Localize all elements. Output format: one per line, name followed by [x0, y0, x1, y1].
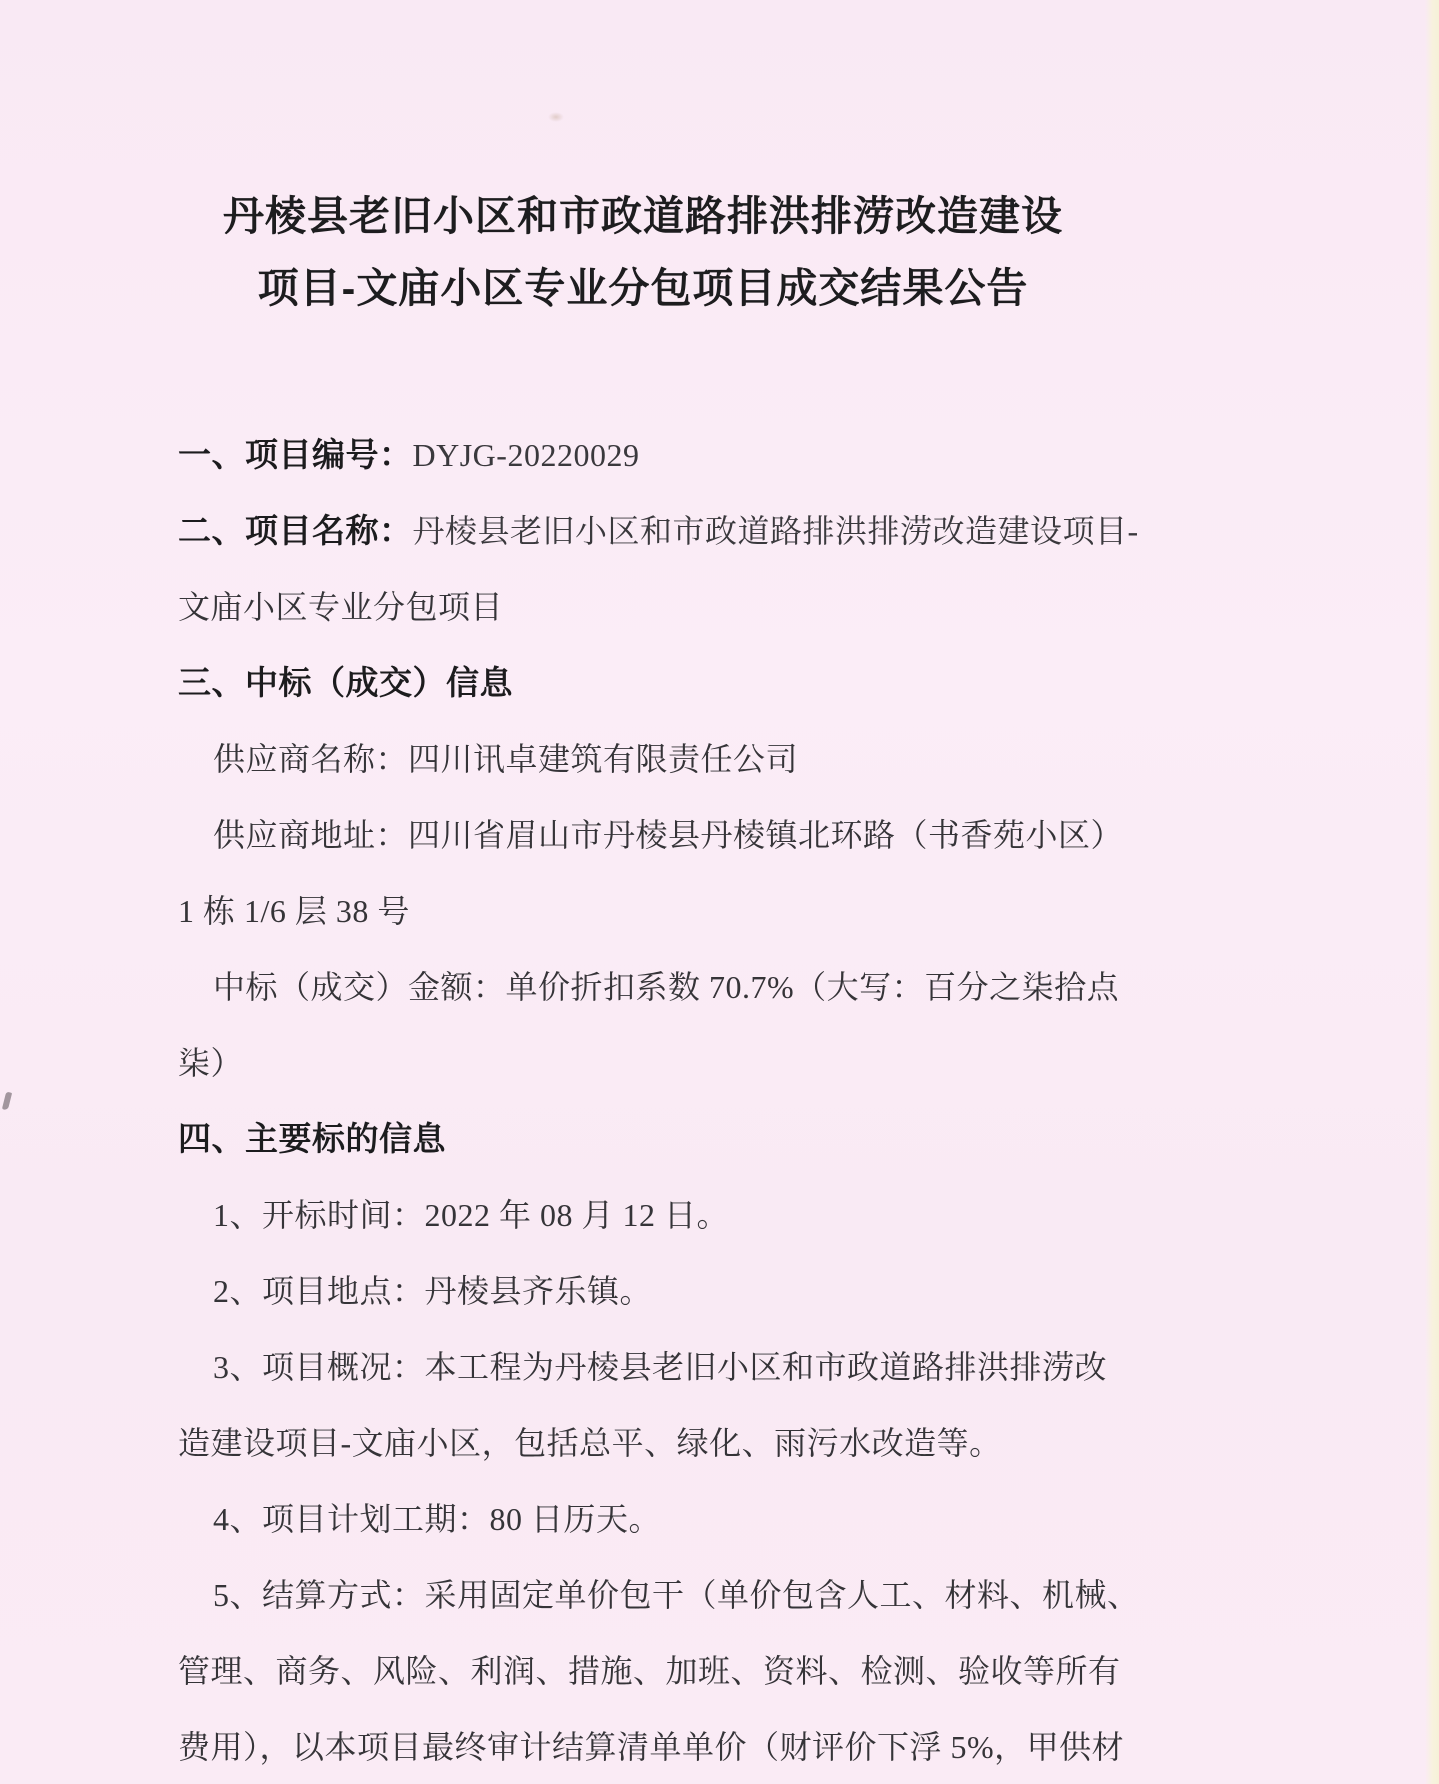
project-name-line-1: [178, 493, 1139, 569]
scan-speck: [548, 112, 564, 122]
main-bid-info-heading: 四、主要标的信息: [178, 1120, 446, 1157]
supplier-address-line-2: 1 栋 1/6 层 38 号: [178, 893, 410, 929]
project-number-line: [178, 417, 1110, 493]
project-duration-line: 4、项目计划工期：80 日历天。: [213, 1501, 662, 1537]
settlement-method-line-1: 5、结算方式：采用固定单价包干（单价包含人工、材料、机械、: [213, 1577, 1140, 1613]
settlement-method-line-3: 费用），以本项目最终审计结算清单单价（财评价下浮 5%，甲供材: [178, 1729, 1125, 1765]
award-amount-line-1: 中标（成交）金额：单价折扣系数 70.7%（大写：百分之柒拾点: [213, 969, 1120, 1005]
scan-edge-strip: [1425, 0, 1439, 1784]
project-name-value-line-1: 丹棱县老旧小区和市政道路排洪排涝改造建设项目-: [412, 513, 1139, 549]
project-location-line: 2、项目地点：丹棱县齐乐镇。: [213, 1273, 653, 1309]
document-body: [178, 417, 1140, 1784]
project-number-label: 一、项目编号：: [178, 436, 413, 473]
title-line-2: 项目-文庙小区专业分包项目成交结果公告: [257, 265, 1029, 311]
award-info-heading: 三、中标（成交）信息: [178, 664, 513, 701]
project-overview-line-1: 3、项目概况：本工程为丹棱县老旧小区和市政道路排洪排涝改: [213, 1349, 1108, 1385]
project-number-value: DYJG-20220029: [412, 437, 640, 473]
document-title: [178, 180, 1108, 324]
award-amount-line-2: 柒）: [178, 1045, 244, 1081]
supplier-address-line-1: 供应商地址：四川省眉山市丹棱县丹棱镇北环路（书香苑小区）: [213, 817, 1124, 853]
supplier-name-line: 供应商名称：四川讯卓建筑有限责任公司: [213, 741, 799, 777]
title-line-1: 丹棱县老旧小区和市政道路排洪排涝改造建设: [223, 193, 1063, 239]
project-name-line-2: 文庙小区专业分包项目: [178, 589, 504, 625]
project-name-label: 二、项目名称：: [178, 512, 413, 549]
scan-fold-mark: [2, 1092, 12, 1111]
bid-open-time-line: 1、开标时间：2022 年 08 月 12 日。: [213, 1197, 730, 1233]
settlement-method-line-2: 管理、商务、风险、利润、措施、加班、资料、检测、验收等所有: [178, 1653, 1121, 1689]
project-overview-line-2: 造建设项目-文庙小区，包括总平、绿化、雨污水改造等。: [178, 1425, 1002, 1461]
